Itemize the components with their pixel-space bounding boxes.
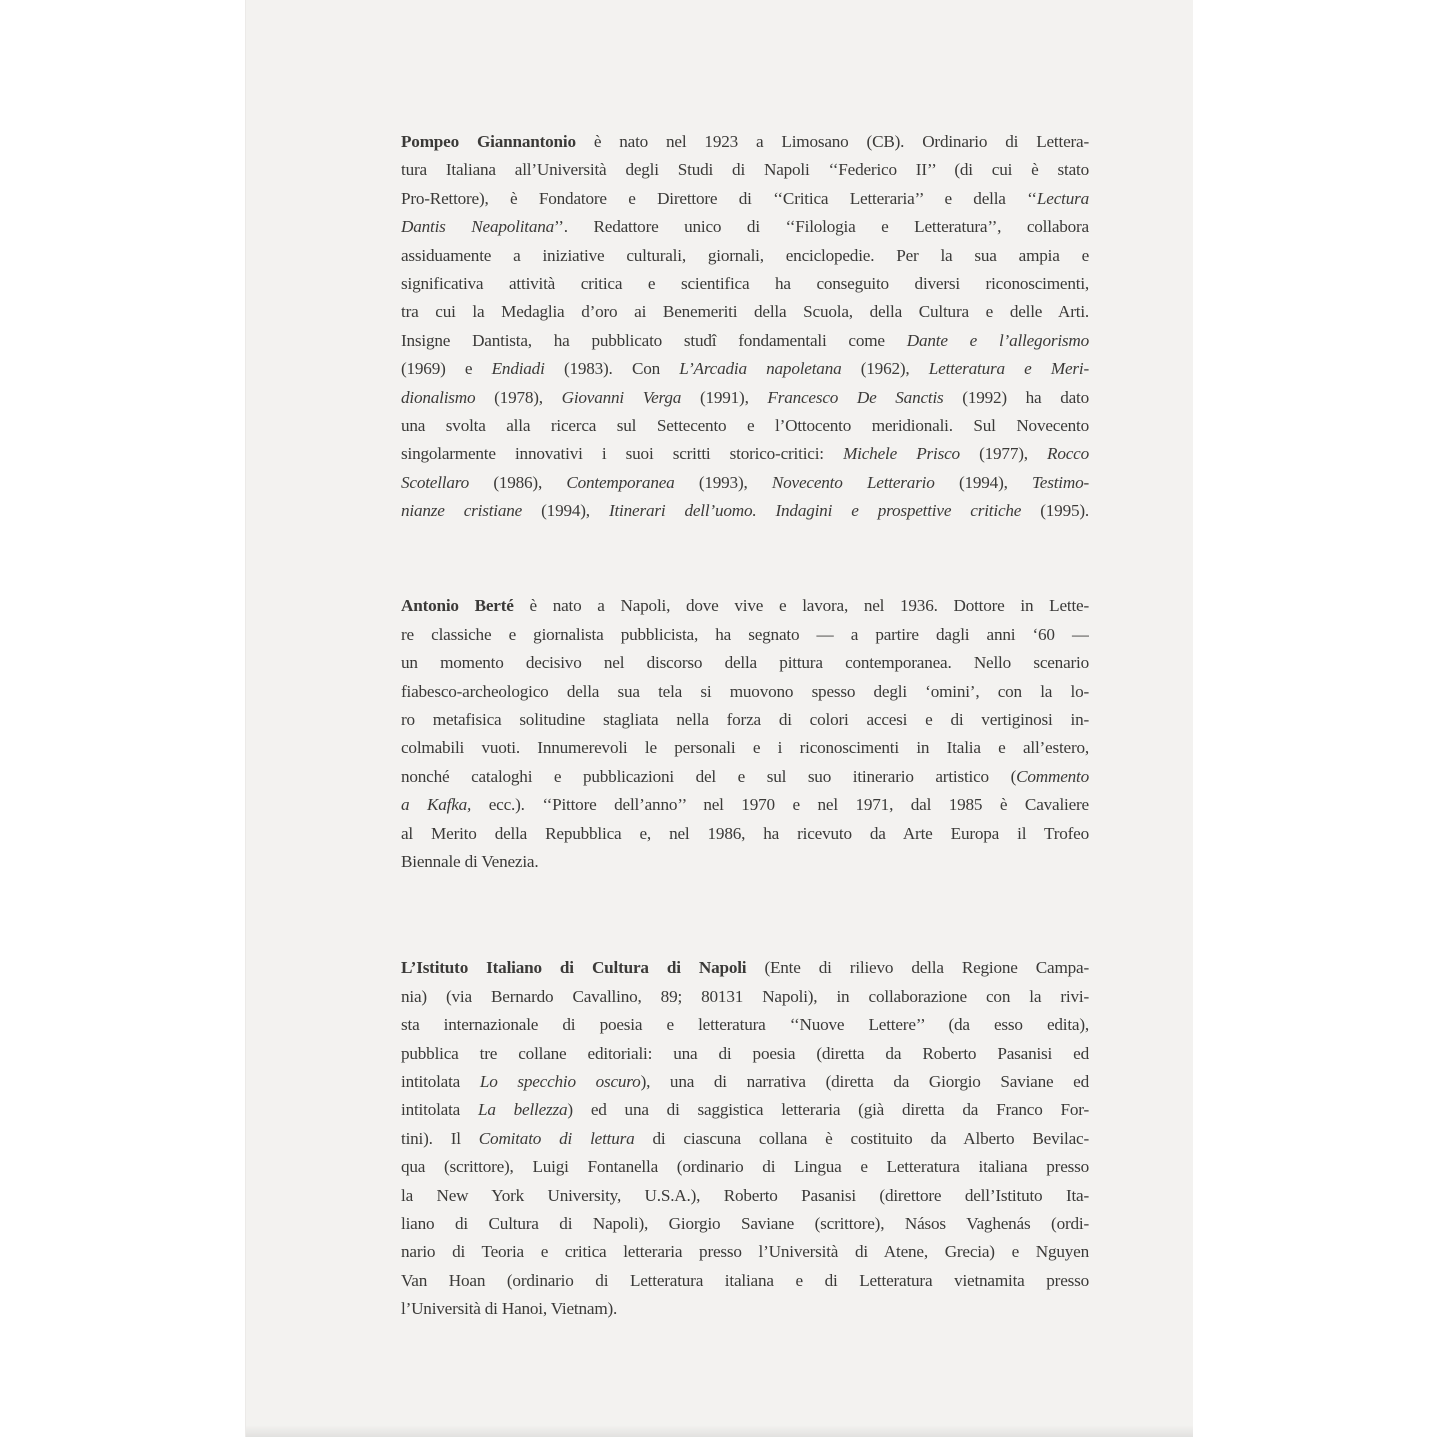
paragraph-antonio-berte [401, 592, 1089, 876]
text-segment-italic: Endiadi [491, 359, 545, 379]
text-segment-normal: (1991), [681, 387, 768, 407]
text-segment-italic: Commento [1016, 766, 1089, 786]
text-segment-italic: Comitato di lettura [478, 1128, 635, 1148]
text-line [401, 1182, 1089, 1210]
paragraph-istituto-italiano-di-cultura-di-napoli [401, 954, 1089, 1323]
text-segment-normal: assiduamente a iniziative culturali, giornali, enciclopedie. Per la sua ampia e [401, 245, 1089, 265]
text-segment-bold: L’Istituto Italiano di Cultura di Napoli [401, 958, 747, 978]
text-segment-normal: liano di Cultura di Napoli), Giorgio Saviane (scrittore), Násos Vaghenás (ordi- [401, 1213, 1089, 1233]
text-segment-normal: Van Hoan (ordinario di Letteratura italiana e di Letteratura vietnamita presso [401, 1270, 1089, 1290]
text-segment-normal: l’Università di Hanoi, Vietnam). [401, 1299, 618, 1319]
text-line [401, 1238, 1089, 1266]
text-segment-normal: fiabesco-archeologico della sua tela si muovono spesso degli ‘omini’, con la lo- [401, 681, 1089, 701]
text-segment-italic: La bellezza [478, 1100, 568, 1120]
text-segment-normal: (1986), [469, 472, 567, 492]
text-segment-italic: Dante e l’allegorismo [906, 330, 1089, 350]
text-line [401, 497, 1089, 525]
text-line [401, 734, 1089, 762]
text-segment-normal: intitolata [401, 1071, 480, 1091]
text-segment-italic: Lo specchio oscuro [479, 1071, 641, 1091]
text-line [401, 954, 1089, 982]
text-segment-italic: Testimo- [1032, 472, 1089, 492]
text-segment-normal: nia) (via Bernardo Cavallino, 89; 80131 Napoli), in collaborazione con la rivi- [401, 986, 1089, 1006]
text-line [401, 983, 1089, 1011]
text-segment-normal: (Ente di rilievo della Regione Campa- [746, 958, 1089, 978]
text-segment-normal: sta internazionale di poesia e letteratura ‘‘Nuove Lettere’’ (da esso edita), [401, 1015, 1089, 1035]
text-line [401, 706, 1089, 734]
text-segment-normal: (1969) e [401, 359, 492, 379]
text-segment-normal: (1962), [841, 359, 929, 379]
text-segment-italic: Contemporanea [566, 472, 675, 492]
text-segment-normal: Biennale di Venezia. [401, 851, 539, 871]
text-line [401, 820, 1089, 848]
text-line [401, 763, 1089, 791]
text-line [401, 469, 1089, 497]
text-segment-normal: (1994), [522, 501, 609, 521]
text-segment-normal: è nato nel 1923 a Limosano (CB). Ordinario di Lettera- [575, 132, 1089, 151]
text-line [401, 242, 1089, 270]
text-segment-normal: ro metafisica solitudine stagliata nella forza di colori accesi e di vertiginosi in- [401, 710, 1089, 730]
text-segment-italic: Rocco [1047, 444, 1089, 464]
text-segment-normal: (1978), [475, 387, 562, 407]
text-line [401, 848, 1089, 876]
text-line [401, 791, 1089, 819]
text-segment-italic: Dantis Neapolitana [401, 217, 555, 237]
text-segment-normal: tra cui la Medaglia d’oro ai Benemeriti della Scuola, della Cultura e delle Arti. [401, 302, 1089, 322]
text-line [401, 1040, 1089, 1068]
text-line [401, 1125, 1089, 1153]
text-segment-italic: Michele Prisco [843, 444, 960, 464]
text-segment-normal: ) ed una di saggistica letteraria (già diretta da Franco For- [567, 1100, 1089, 1120]
text-segment-normal: tini). Il [401, 1128, 479, 1148]
text-line [401, 327, 1089, 355]
text-segment-normal: qua (scrittore), Luigi Fontanella (ordinario di Lingua e Letteratura italiana presso [401, 1157, 1089, 1177]
text-segment-normal: (1992) ha dato [943, 387, 1089, 407]
text-segment-normal: (1983). Con [544, 359, 680, 379]
paragraph-pompeo-giannantonio [401, 128, 1089, 525]
text-line [401, 1295, 1089, 1323]
text-segment-normal: nonché cataloghi e pubblicazioni del e sul suo itinerario artistico ( [401, 766, 1017, 786]
text-segment-italic: dionalismo [401, 387, 476, 407]
text-segment-normal: (1994), [934, 472, 1033, 492]
text-line [401, 128, 1089, 156]
text-segment-bold: Antonio Berté [401, 596, 514, 616]
text-line [401, 1210, 1089, 1238]
text-segment-italic: Scotellaro [401, 472, 470, 492]
text-segment-normal: re classiche e giornalista pubblicista, ha segnato — a partire dagli anni ‘60 — [401, 624, 1089, 644]
text-segment-italic: Itinerari dell’uomo. Indagini e prospettive critiche [608, 501, 1022, 521]
text-segment-normal: nario di Teoria e critica letteraria presso l’Università di Atene, Grecia) e Nguyen [401, 1242, 1089, 1262]
text-line [401, 1153, 1089, 1181]
text-line [401, 440, 1089, 468]
text-line [401, 270, 1089, 298]
text-line [401, 156, 1089, 184]
text-line [401, 1096, 1089, 1124]
text-segment-normal: al Merito della Repubblica e, nel 1986, ha ricevuto da Arte Europa il Trofeo [401, 823, 1089, 843]
text-segment-normal: Insigne Dantista, ha pubblicato studî fondamentali come [401, 330, 907, 350]
text-column [401, 128, 1089, 1323]
text-segment-italic: Giovanni Verga [561, 387, 682, 407]
text-line [401, 678, 1089, 706]
text-line [401, 213, 1089, 241]
text-segment-italic: Francesco De Sanctis [767, 387, 944, 407]
text-segment-italic: L’Arcadia napoletana [679, 359, 842, 379]
text-line [401, 1011, 1089, 1039]
text-segment-normal: Pro-Rettore), è Fondatore e Direttore di ‘‘Critica Letteraria’’ e della ‘‘ [401, 188, 1037, 208]
text-segment-bold: Pompeo Giannantonio [401, 132, 576, 151]
text-segment-normal: tura Italiana all’Università degli Studi di Napoli ‘‘Federico II’’ (di cui è stato [401, 160, 1089, 180]
text-line [401, 1267, 1089, 1295]
text-segment-normal: ’’. Redattore unico di ‘‘Filologia e Letteratura’’, collabora [554, 217, 1089, 237]
text-line [401, 592, 1089, 620]
text-line [401, 185, 1089, 213]
text-segment-normal: significativa attività critica e scientifica ha conseguito diversi riconoscimenti, [401, 273, 1089, 293]
text-segment-italic: Novecento Letterario [771, 472, 935, 492]
text-segment-italic: Lectura [1036, 188, 1089, 208]
text-segment-normal: colmabili vuoti. Innumerevoli le personali e i riconoscimenti in Italia e all’estero, [401, 738, 1089, 758]
text-segment-normal: la New York University, U.S.A.), Roberto Pasanisi (direttore dell’Istituto Ita- [401, 1185, 1089, 1205]
text-segment-italic: a Kafka, [401, 795, 472, 815]
text-segment-italic: Letteratura e Meri- [928, 359, 1089, 379]
text-segment-normal: (1993), [674, 472, 772, 492]
text-line [401, 355, 1089, 383]
text-line [401, 649, 1089, 677]
text-line [401, 298, 1089, 326]
text-segment-normal: ecc.). ‘‘Pittore dell’anno’’ nel 1970 e nel 1971, dal 1985 è Cavaliere [471, 795, 1089, 815]
text-line [401, 384, 1089, 412]
text-segment-normal: è nato a Napoli, dove vive e lavora, nel 1936. Dottore in Lette- [513, 596, 1089, 616]
text-segment-normal: (1977), [959, 444, 1048, 464]
text-segment-italic: nianze cristiane [401, 501, 523, 521]
text-line [401, 1068, 1089, 1096]
text-segment-normal: ), una di narrativa (diretta da Giorgio Saviane ed [640, 1071, 1089, 1091]
text-segment-normal: un momento decisivo nel discorso della pittura contemporanea. Nello scenario [401, 653, 1089, 673]
text-line [401, 621, 1089, 649]
text-segment-normal: pubblica tre collane editoriali: una di poesia (diretta da Roberto Pasanisi ed [401, 1043, 1089, 1063]
text-segment-normal: una svolta alla ricerca sul Settecento e l’Ottocento meridionali. Sul Novecento [401, 415, 1089, 435]
book-page [245, 0, 1193, 1437]
text-segment-normal: (1995). [1021, 501, 1089, 521]
text-segment-normal: intitolata [401, 1100, 478, 1120]
text-segment-normal: di ciascuna collana è costituito da Alberto Bevilac- [634, 1128, 1089, 1148]
text-line [401, 412, 1089, 440]
text-segment-normal: singolarmente innovativi i suoi scritti storico-critici: [401, 444, 844, 464]
